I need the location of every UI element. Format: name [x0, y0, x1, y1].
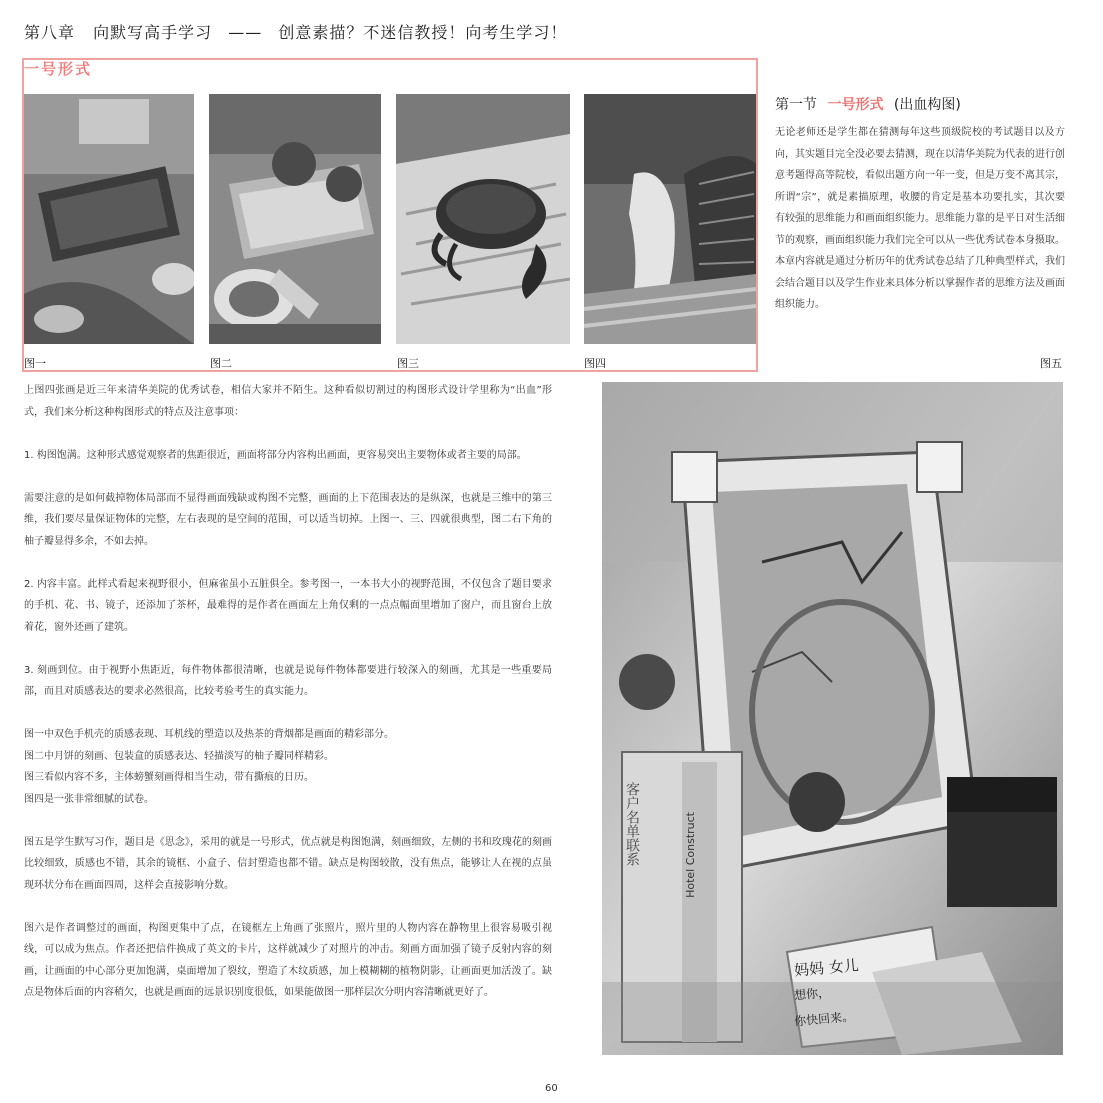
section-note: (出血构图)	[893, 97, 961, 113]
section-number: 第一节	[775, 97, 817, 113]
figure-4-caption: 图四	[584, 357, 606, 370]
section-name: 一号形式	[827, 97, 884, 113]
figure-5-image	[602, 382, 1063, 1055]
point-1-paragraph: 1. 构图饱满。这种形式感觉观察者的焦距很近，画面将部分内容构出画面，更容易突出主要物体或者主要的局部。	[24, 449, 527, 461]
form-one-label: 一号形式	[24, 60, 93, 78]
figure-4-image	[584, 94, 756, 344]
page-number: 60	[545, 1083, 558, 1094]
chapter-main-title: 向默写高手学习	[93, 23, 213, 42]
figure-5-paragraph: 图五是学生默写习作，题目是《思念》，采用的就是一号形式，优点就是构图饱满，刻画细致，左侧的书和玫瑰花的刻画比较细致，质感也不错，其余的镜框、小盒子、信封塑造也都不错。缺点是构图较散，没有焦点，能够让人在视的点虽现环状分布在画面四周，这样会直接影响分数。	[24, 836, 552, 891]
figure-1-caption: 图一	[24, 357, 46, 370]
figure-6-paragraph: 图六是作者调整过的画面，构图更集中了点，在镜框左上角画了张照片，照片里的人物内容在静物里上很容易吸引视线，可以成为焦点。作者还把信件换成了英文的卡片，这样就减少了对照片的冲击。刻画方面加强了镜子反射内容的刻画，让画面的中心部分更加饱满，桌面增加了裂纹，塑造了木纹质感，加上模糊糊的植物阴影，让画面更加活泼了。缺点是物体后面的内容稍欠，也就是画面的远景识别度很低，如果能做图一那样层次分明内容清晰就更好了。	[24, 922, 552, 998]
chapter-title	[24, 20, 567, 43]
artwork-letter-line-3: 你快回来。	[793, 1009, 855, 1029]
section-body: 无论老师还是学生都在猜测每年这些顶级院校的考试题目以及方向，其实题目完全没必要去猜测，现在以清华美院为代表的进行创意考题得高等院校，看似出题方向一年一变，但是万变不离其宗，所谓“宗”，就是素描原理，收腰的肯定是基本功要扎实，其次要有较强的思维能力和画面组织能力。思维能力靠的是平日对生活细节的观察，画面组织能力我们完全可以从一些优秀试卷本身摄取。本章内容就是通过分析历年的优秀试卷总结了几种典型样式，我们会结合题目以及学生作业来具体分析以掌握作者的思维方法及画面组织能力。	[775, 127, 1065, 310]
figure-1-note: 图一中双色手机壳的质感表现、耳机线的塑造以及热茶的背烟都是画面的精彩部分。	[24, 729, 394, 740]
figure-2-image	[209, 94, 381, 344]
point-2-paragraph: 2. 内容丰富。此样式看起来视野很小，但麻雀虽小五脏俱全。参考图一，一本书大小的视野范围，不仅包含了题目要求的手机、花、书、镜子，还添加了茶杯，最难得的是作者在画面左上角仅剩的一点点幅面里增加了窗户，而且窗台上放着花，窗外还画了建筑。	[24, 578, 552, 633]
crop-note-paragraph: 需要注意的是如何截掉物体局部而不显得画面残缺或构图不完整，画面的上下范围表达的是纵深，也就是三维中的第三维，我们要尽量保证物体的完整，左右表现的是空间的范围，可以适当切掉。上图一、三、四就很典型，图二右下角的柚子瓣显得多余，不如去掉。	[24, 492, 552, 547]
figure-1-image	[24, 94, 194, 344]
intro-paragraph: 上图四张画是近三年来清华美院的优秀试卷，相信大家并不陌生。这种看似切割过的构图形式设计学里称为“出血”形式，我们来分析这种构图形式的特点及注意事项：	[24, 385, 552, 418]
figure-5-caption: 图五	[1040, 357, 1062, 370]
figure-2-caption: 图二	[210, 357, 232, 370]
body-text	[24, 380, 552, 1025]
chapter-number: 第八章	[24, 23, 76, 42]
figure-3-note: 图三看似内容不多，主体螃蟹刻画得相当生动，带有撕痕的日历。	[24, 772, 314, 783]
figure-4-note: 图四是一张非常细腻的试卷。	[24, 793, 154, 805]
artwork-letter-line-2: 想你，	[793, 985, 831, 1003]
figure-3-image	[396, 94, 570, 344]
chapter-subtitle: 创意素描？不迷信教授！向考生学习！	[278, 23, 568, 42]
figure-3-caption: 图三	[397, 357, 419, 370]
title-dash: ——	[228, 23, 263, 42]
figure-2-note: 图二中月饼的刻画、包装盒的质感表达、轻描淡写的柚子瓣同样精彩。	[24, 750, 334, 762]
artwork-letter-line-1: 妈妈 女儿	[793, 956, 860, 980]
point-3-paragraph: 3. 刻画到位。由于视野小焦距近，每件物体都很清晰，也就是说每件物体都要进行较深入的刻画，尤其是一些重要局部，而且对质感表达的要求必然很高，比较考验考生的真实能力。	[24, 664, 552, 697]
artwork-book-spine-text: Hotel Construct	[684, 812, 697, 898]
section-title	[775, 94, 961, 114]
artwork-book-cover-text: 客户名单联系	[624, 782, 640, 866]
